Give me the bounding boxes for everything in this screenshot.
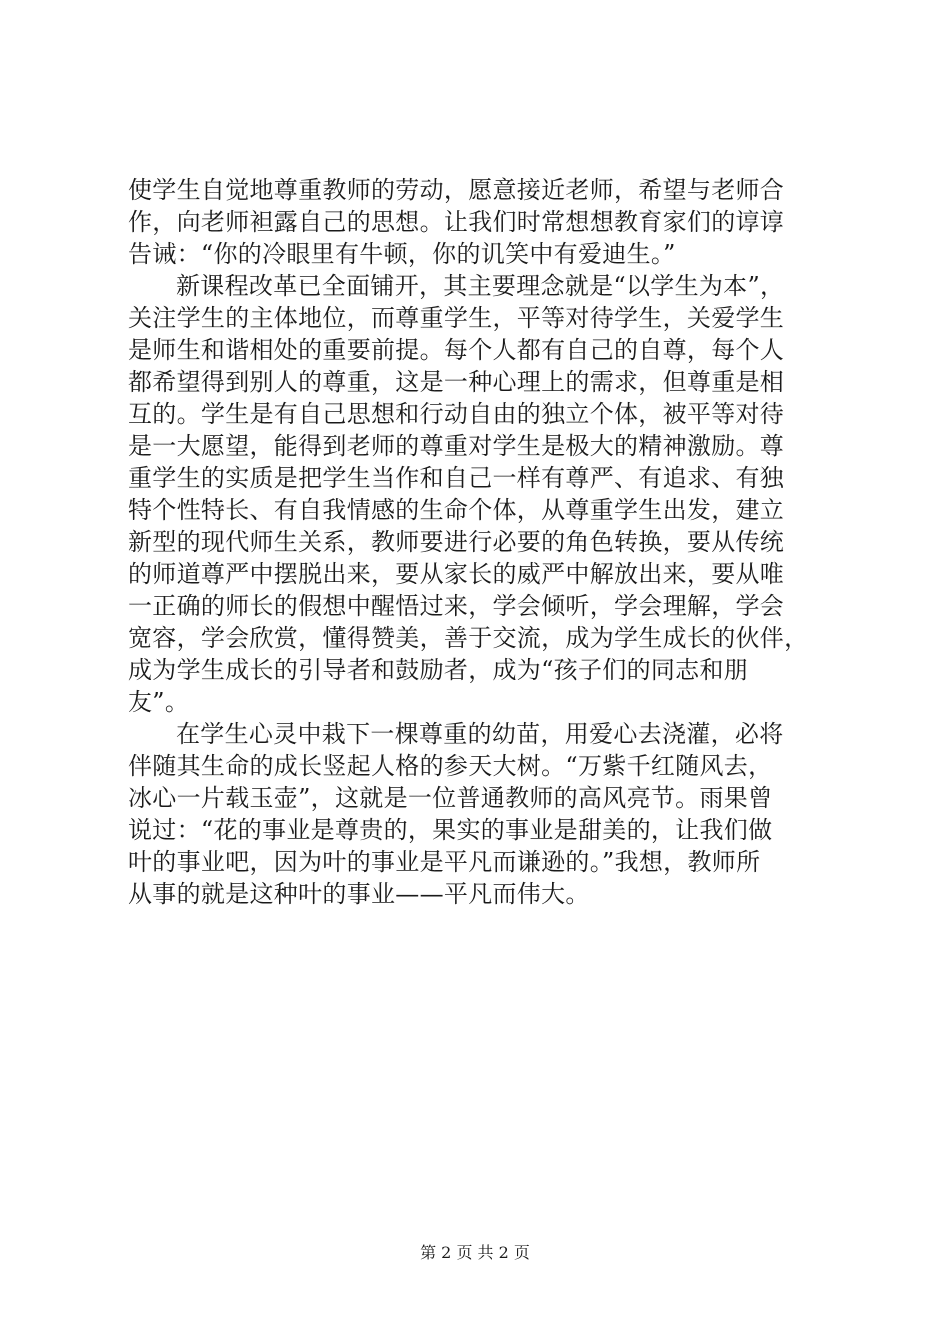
paragraph-2 bbox=[128, 270, 848, 718]
text-line: 特个性特长、有自我情感的生命个体，从尊重学生出发，建立 bbox=[128, 496, 785, 524]
text-line: 告诫：“你的冷眼里有牛顿，你的讥笑中有爱迪生。” bbox=[128, 240, 676, 268]
text-line: 一正确的师长的假想中醒悟过来，学会倾听，学会理解，学会 bbox=[128, 592, 785, 620]
text-line: 重学生的实质是把学生当作和自己一样有尊严、有追求、有独 bbox=[128, 464, 785, 492]
text-line: 宽容，学会欣赏，懂得赞美，善于交流，成为学生成长的伙伴， bbox=[128, 624, 809, 652]
text-line: 成为学生成长的引导者和鼓励者，成为“孩子们的同志和朋 bbox=[128, 656, 749, 684]
text-line: 从事的就是这种叶的事业——平凡而伟大。 bbox=[128, 880, 590, 908]
page-footer bbox=[0, 1243, 950, 1263]
text-line: 说过：“花的事业是尊贵的，果实的事业是甜美的，让我们做 bbox=[128, 816, 773, 844]
text-line: 互的。学生是有自己思想和行动自由的独立个体，被平等对待 bbox=[128, 400, 785, 428]
body-text bbox=[128, 174, 848, 910]
page-number-label: 第 2 页 共 2 页 bbox=[420, 1243, 530, 1262]
text-line: 伴随其生命的成长竖起人格的参天大树。“万紫千红随风去， bbox=[128, 752, 773, 780]
text-line: 关注学生的主体地位，而尊重学生，平等对待学生，关爱学生 bbox=[128, 304, 785, 332]
text-line: 是一大愿望，能得到老师的尊重对学生是极大的精神激励。尊 bbox=[128, 432, 785, 460]
text-line: 是师生和谐相处的重要前提。每个人都有自己的自尊，每个人 bbox=[128, 336, 785, 364]
paragraph-3 bbox=[128, 718, 848, 910]
text-line: 作，向老师袒露自己的思想。让我们时常想想教育家们的谆谆 bbox=[128, 208, 785, 236]
text-line: 都希望得到别人的尊重，这是一种心理上的需求，但尊重是相 bbox=[128, 368, 785, 396]
text-line: 在学生心灵中栽下一棵尊重的幼苗，用爱心去浇灌，必将 bbox=[176, 720, 784, 748]
text-line: 叶的事业吧，因为叶的事业是平凡而谦逊的。”我想，教师所 bbox=[128, 848, 761, 876]
text-line: 冰心一片载玉壶”，这就是一位普通教师的高风亮节。雨果曾 bbox=[128, 784, 773, 812]
text-line: 使学生自觉地尊重教师的劳动，愿意接近老师，希望与老师合 bbox=[128, 176, 785, 204]
paragraph-1 bbox=[128, 174, 848, 270]
text-line: 新课程改革已全面铺开，其主要理念就是“以学生为本”， bbox=[176, 272, 785, 300]
text-line: 的师道尊严中摆脱出来，要从家长的威严中解放出来，要从唯 bbox=[128, 560, 785, 588]
text-line: 新型的现代师生关系，教师要进行必要的角色转换，要从传统 bbox=[128, 528, 785, 556]
text-line: 友”。 bbox=[128, 688, 190, 716]
